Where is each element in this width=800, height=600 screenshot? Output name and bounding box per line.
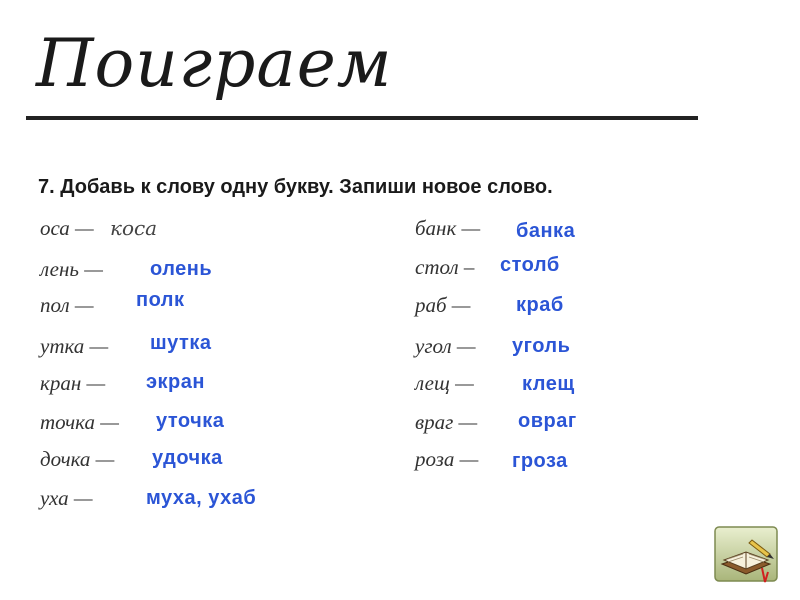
right-answer-3: краб — [516, 294, 564, 316]
left-word-4: утка — — [40, 334, 109, 358]
right-word-2: стол – — [415, 255, 475, 279]
right-word-5: лещ — — [415, 371, 474, 395]
right-answer-6: овраг — [518, 410, 577, 432]
left-word-6: точка — — [40, 410, 119, 434]
left-example-1: коса — [110, 216, 158, 240]
left-word-7: дочка — — [40, 447, 115, 471]
left-word-2: лень — — [40, 257, 103, 281]
right-answer-7: гроза — [512, 450, 568, 472]
left-answer-7: удочка — [152, 447, 223, 469]
left-word-1: оса — — [40, 216, 94, 240]
left-answer-4: шутка — [150, 332, 212, 354]
slide-title: Поиграем — [36, 25, 393, 102]
left-answer-2: олень — [150, 258, 213, 280]
book-icon[interactable] — [712, 524, 782, 586]
right-word-1: банк — — [415, 216, 481, 240]
right-answer-2: столб — [500, 254, 560, 276]
right-word-3: раб — — [415, 293, 471, 317]
right-word-6: враг — — [415, 410, 478, 434]
right-answer-1: банка — [516, 220, 576, 242]
right-answer-4: уголь — [512, 335, 571, 357]
task-instruction: 7. Добавь к слову одну букву. Запиши новое слово. — [38, 176, 553, 198]
left-answer-8: муха, ухаб — [146, 487, 257, 509]
left-word-3: пол — — [40, 293, 94, 317]
left-answer-6: уточка — [156, 410, 225, 432]
right-word-7: роза — — [415, 447, 479, 471]
left-answer-3: полк — [136, 289, 185, 311]
title-underline — [26, 116, 698, 120]
right-answer-5: клещ — [522, 373, 575, 395]
left-answer-5: экран — [146, 371, 205, 393]
left-word-5: кран — — [40, 371, 106, 395]
right-word-4: угол — — [415, 334, 476, 358]
left-word-8: уха — — [40, 486, 93, 510]
